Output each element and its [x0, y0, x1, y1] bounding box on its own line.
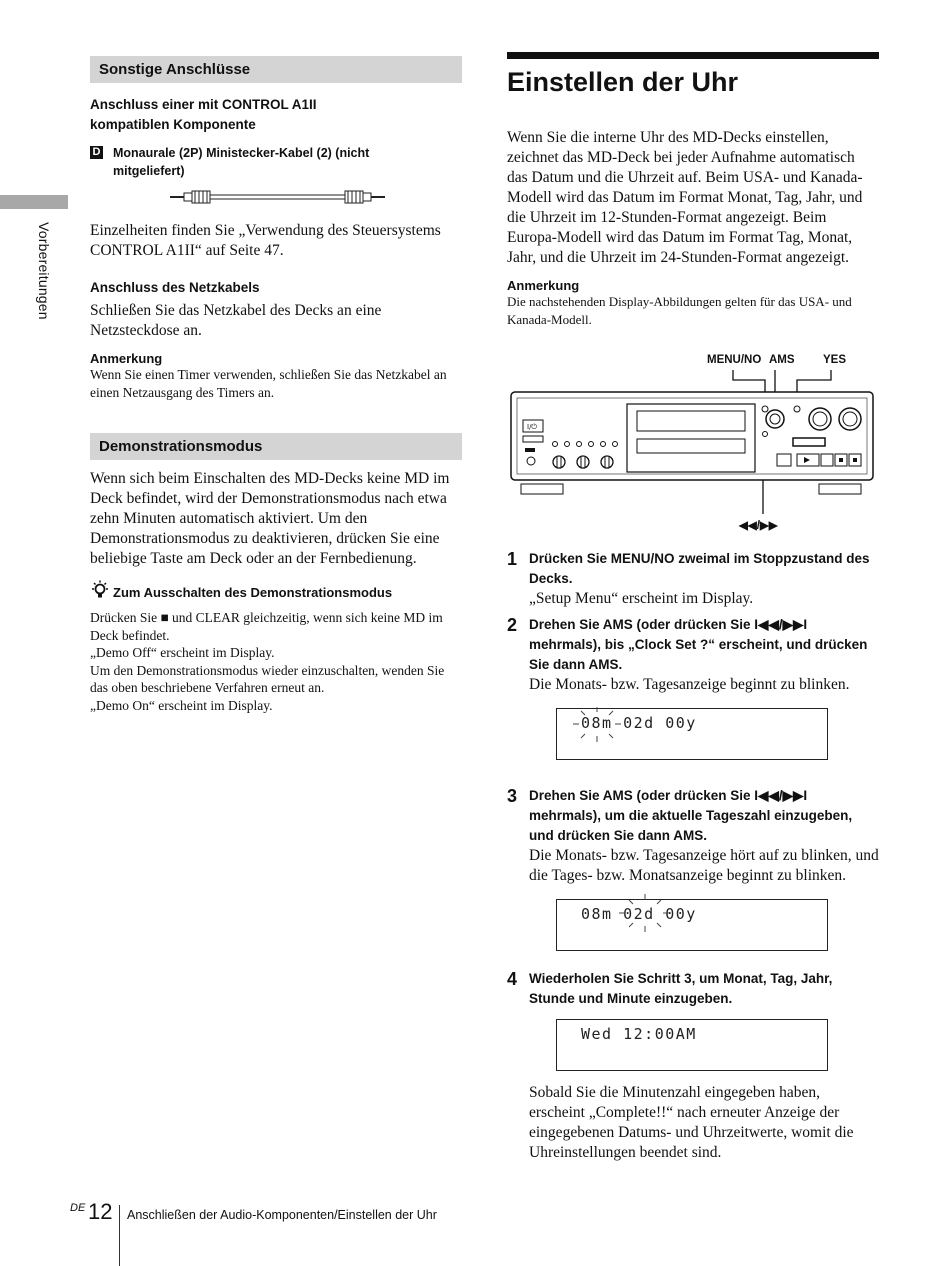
cable-description: Monaurale (2P) Ministecker-Kabel (2) (nicht mitgeliefert) [113, 146, 370, 178]
tip-line-4: „Demo On“ erscheint im Display. [90, 697, 273, 713]
note-text: Wenn Sie einen Timer verwenden, schließen Sie das Netzkabel an einen Netzausgang des Timers an. [90, 367, 447, 400]
section-heading-demo: Demonstrationsmodus [90, 433, 462, 460]
tip-heading: Zum Ausschalten des Demonstrationsmodus [113, 585, 393, 600]
side-tab-label: Vorbereitungen [36, 222, 52, 320]
step-instruction: Drehen Sie AMS (oder drücken Sie I◀◀/▶▶I mehrmals), bis „Clock Set ?“ erscheint, und drücken Sie dann AMS. [529, 617, 868, 672]
label-yes: YES [823, 354, 847, 366]
step-3 [507, 786, 879, 886]
step-number: 2 [507, 615, 518, 635]
side-tab-bar [0, 195, 68, 209]
left-column [90, 56, 462, 714]
clock-intro: Wenn Sie die interne Uhr des MD-Decks einstellen, zeichnet das MD-Deck bei jeder Aufnahme automatisch das Datum und die Uhrzeit auf. Beim USA- und Kanada-Modell wird das Datum im Format Monat, Tag, Jahr, und die Uhrzeit im 12-Stunden-Format angezeigt. Beim Europa-Modell wird das Datum im Format Tag, Monat, Jahr, und die Uhrzeit im 24-Stunden-Format angezeigt. [507, 129, 863, 266]
step-4 [507, 969, 879, 1009]
cable-illustration [170, 186, 462, 213]
control-details-text: Einzelheiten finden Sie „Verwendung des Steuersystems CONTROL A1II“ auf Seite 47. [90, 222, 441, 259]
step-text: Die Monats- bzw. Tagesanzeige hört auf zu blinken, und die Tages- bzw. Monatsanzeige beginnt zu blinken. [529, 847, 879, 884]
control-heading: Anschluss einer mit CONTROL A1II kompatiblen Komponente [90, 97, 317, 132]
step-text: Die Monats- bzw. Tagesanzeige beginnt zu blinken. [529, 676, 850, 693]
power-heading: Anschluss des Netzkabels [90, 280, 260, 295]
step-number: 3 [507, 786, 518, 806]
section-heading-connections: Sonstige Anschlüsse [90, 56, 462, 83]
page-title: Einstellen der Uhr [507, 67, 739, 97]
step-number: 4 [507, 969, 518, 989]
note-label: Anmerkung [90, 351, 163, 366]
lcd-display-step-2 [556, 708, 828, 760]
svg-text:I/⏻: I/⏻ [527, 423, 537, 431]
footer-text: Anschließen der Audio-Komponenten/Einstellen der Uhr [127, 1208, 437, 1222]
power-text: Schließen Sie das Netzkabel des Decks an eine Netzsteckdose an. [90, 302, 382, 339]
demo-text: Wenn sich beim Einschalten des MD-Decks keine MD im Deck befindet, wird der Demonstrationsmodus nach etwa zehn Minuten automatisch aktiviert. Um den Demonstrationsmodus zu deaktivieren, drücken Sie eine beliebige Taste am Deck oder an der Fernbedienung. [90, 470, 450, 567]
step-1 [507, 549, 879, 609]
cable-item [90, 144, 462, 180]
footer-lang: DE [70, 1202, 86, 1214]
footer-divider [119, 1205, 120, 1266]
tip-heading-row [90, 580, 462, 605]
label-ams: AMS [769, 354, 795, 366]
step-instruction: Wiederholen Sie Schritt 3, um Monat, Tag, Jahr, Stunde und Minute einzugeben. [529, 971, 833, 1006]
clock-note-label: Anmerkung [507, 278, 580, 293]
final-text: Sobald Sie die Minutenzahl eingegeben haben, erscheint „Complete!!“ nach erneuter Anzeige der eingegebenen Datums- und Uhrzeitwerte, womit die Uhreinstellungen beendet sind. [529, 1084, 854, 1161]
tip-line-2: „Demo Off“ erscheint im Display. [90, 645, 275, 660]
step-2 [507, 615, 879, 695]
lightbulb-icon [90, 580, 110, 605]
right-column [507, 52, 879, 1163]
blink-rays-icon [571, 707, 621, 743]
blink-rays-icon [619, 894, 669, 932]
lcd-text: 08m 02d 00y [581, 714, 697, 732]
md-deck-illustration [507, 354, 879, 519]
lcd-text: Wed 12:00AM [581, 1025, 697, 1043]
page-number: 12 [88, 1199, 113, 1224]
label-menu-no: MENU/NO [707, 354, 762, 366]
label-skip: ◀◀/▶▶ [739, 520, 778, 532]
lcd-display-step-4 [556, 1019, 828, 1071]
tip-line-3: Um den Demonstrationsmodus wieder einzuschalten, wenden Sie das oben beschriebene Verfahren erneut an. [90, 662, 445, 695]
step-text: „Setup Menu“ erscheint im Display. [529, 590, 754, 607]
step-number: 1 [507, 549, 518, 569]
lcd-text: 08m 02d 00y [581, 905, 697, 923]
tip-line-1: Drücken Sie ■ und CLEAR gleichzeitig, wenn sich keine MD im Deck befindet. [90, 610, 443, 643]
clock-note-text: Die nachstehenden Display-Abbildungen gelten für das USA- und Kanada-Modell. [507, 294, 852, 327]
step-instruction: Drücken Sie MENU/NO zweimal im Stoppzustand des Decks. [529, 551, 870, 586]
step-instruction: Drehen Sie AMS (oder drücken Sie I◀◀/▶▶I mehrmals), um die aktuelle Tageszahl einzugeben, und drücken Sie dann AMS. [529, 788, 853, 843]
title-rule [507, 52, 879, 59]
cable-letter-badge: D [90, 146, 103, 159]
lcd-display-step-3 [556, 899, 828, 951]
device-diagram [507, 354, 879, 539]
